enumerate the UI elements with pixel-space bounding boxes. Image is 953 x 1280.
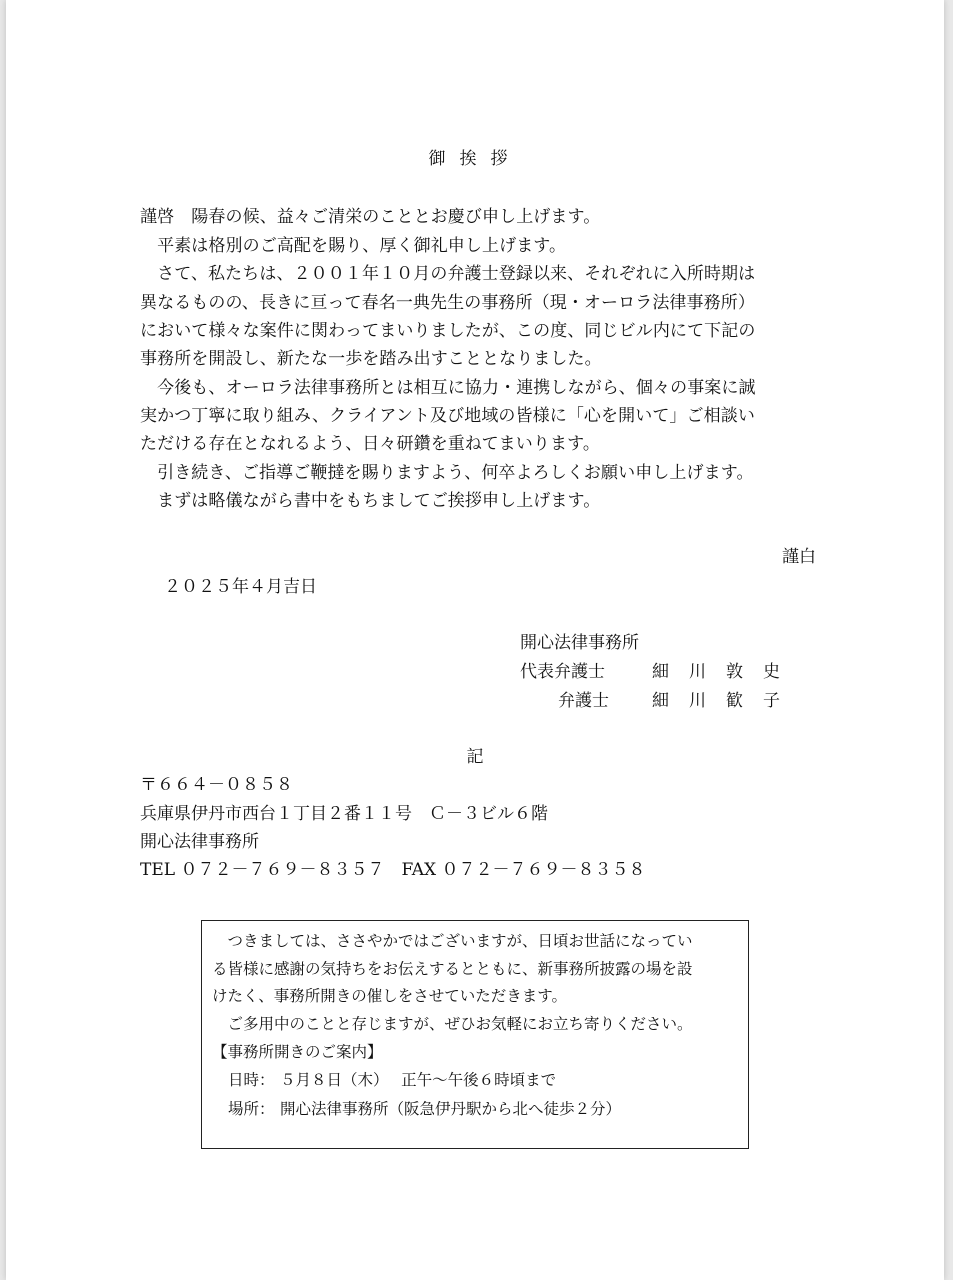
signature-rep-title: 代表弁護士 xyxy=(520,662,605,682)
notice-place-value: 開心法律事務所（阪急伊丹駅から北へ徒歩２分） xyxy=(280,1100,622,1118)
paragraph-line: 事務所を開設し、新たな一歩を踏み出すこととなりました。 xyxy=(140,349,602,369)
letter-title: 御挨拶 xyxy=(428,149,522,169)
notice-line: ご多用中のことと存じますが、ぜひお気軽にお立ち寄りください。 xyxy=(212,1015,693,1033)
notice-heading: 【事務所開きのご案内】 xyxy=(212,1043,383,1061)
paragraph-line: 今後も、オーロラ法律事務所とは相互に協力・連携しながら、個々の事案に誠 xyxy=(140,378,756,398)
notice-datetime-value: ５月８日（木） 正午～午後６時頃まで xyxy=(280,1071,557,1089)
notice-line: る皆様に感謝の気持ちをお伝えするとともに、新事務所披露の場を設 xyxy=(212,960,693,978)
paragraph-line: 実かつ丁寧に取り組み、クライアント及び地域の皆様に「心を開いて」ご相談い xyxy=(140,406,755,426)
signature-lawyer-name: 細川歓子 xyxy=(652,691,800,711)
letter-date: ２０２５年４月吉日 xyxy=(164,577,317,597)
closing-word: 謹白 xyxy=(782,547,816,567)
paragraph-line: さて、私たちは、２００１年１０月の弁護士登録以来、それぞれに入所時期は xyxy=(140,264,756,284)
paragraph-line: において様々な案件に関わってまいりましたが、この度、同じビル内にて下記の xyxy=(140,321,756,341)
address: 兵庫県伊丹市西台１丁目２番１１号 Ｃ－３ビル６階 xyxy=(140,804,548,824)
signature-firm: 開心法律事務所 xyxy=(520,633,639,653)
signature-rep-name: 細川敦史 xyxy=(652,662,800,682)
notice-line: つきましては、ささやかではございますが、日頃お世話になってい xyxy=(212,932,693,950)
paragraph-line: 異なるものの、長きに亘って春名一典先生の事務所（現・オーロラ法律事務所） xyxy=(140,293,755,313)
details-firm: 開心法律事務所 xyxy=(140,832,259,852)
notice-line: けたく、事務所開きの催しをさせていただきます。 xyxy=(212,987,567,1005)
paragraph-line: ただける存在となれるよう、日々研鑽を重ねてまいります。 xyxy=(140,434,600,454)
details-heading: 記 xyxy=(466,747,484,767)
postal-code: 〒６６４－０８５８ xyxy=(140,775,293,795)
letter-page xyxy=(6,0,944,1280)
paragraph-line: 引き続き、ご指導ご鞭撻を賜りますよう、何卒よろしくお願い申し上げます。 xyxy=(140,463,754,483)
signature-lawyer-title: 弁護士 xyxy=(558,691,609,711)
paragraph-line: まずは略儀ながら書中をもちましてご挨拶申し上げます。 xyxy=(140,491,601,511)
notice-place-label: 場所： xyxy=(228,1100,275,1118)
contact-numbers: TEL ０７２－７６９－８３５７ FAX ０７２－７６９－８３５８ xyxy=(140,860,646,880)
paragraph-line: 平素は格別のご高配を賜り、厚く御礼申し上げます。 xyxy=(140,236,567,256)
notice-box xyxy=(201,920,749,1149)
paragraph-line: 謹啓 陽春の候、益々ご清栄のこととお慶び申し上げます。 xyxy=(140,207,601,227)
notice-datetime-label: 日時： xyxy=(228,1071,275,1089)
